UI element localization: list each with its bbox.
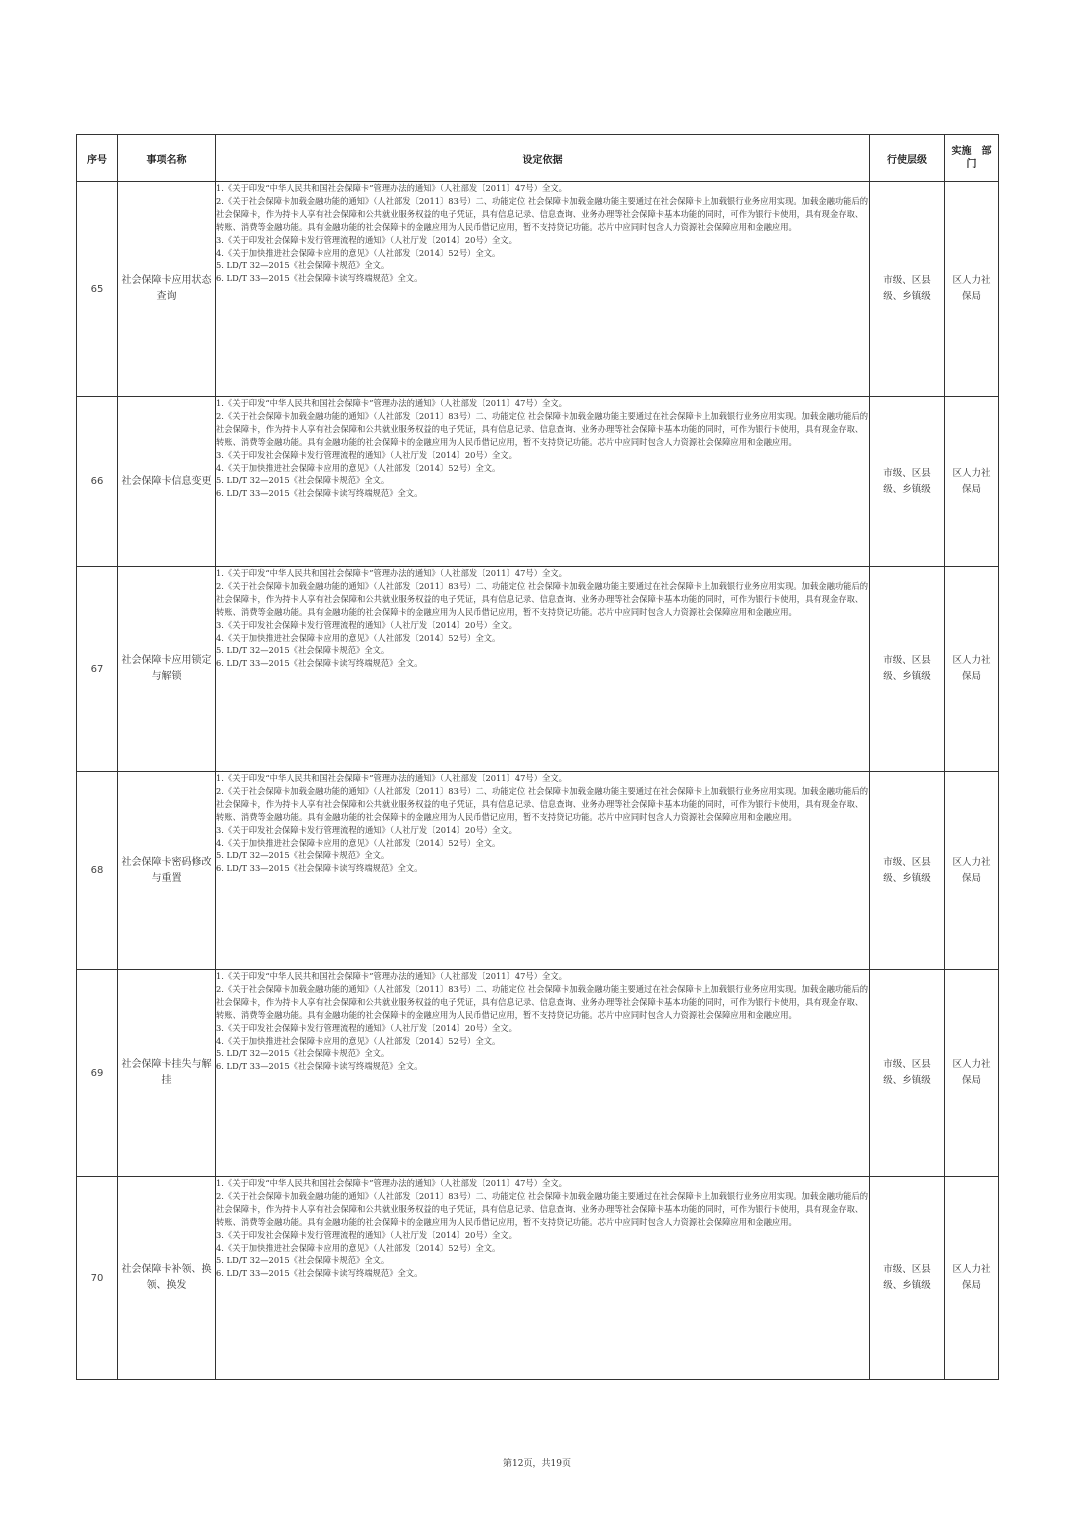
basis-line: 4.《关于加快推进社会保障卡应用的意见》（人社部发〔2014〕52号）全文。	[216, 247, 501, 258]
basis-line: 3.《关于印发社会保障卡发行管理流程的通知》（人社厅发〔2014〕20号）全文。	[216, 1022, 517, 1033]
basis-line: 4.《关于加快推进社会保障卡应用的意见》（人社部发〔2014〕52号）全文。	[216, 632, 501, 643]
basis-line: 3.《关于印发社会保障卡发行管理流程的通知》（人社厅发〔2014〕20号）全文。	[216, 234, 517, 245]
item-number: 69	[77, 970, 118, 1177]
exercise-level	[870, 397, 945, 567]
basis-line: 1.《关于印发“中华人民共和国社会保障卡”管理办法的通知》（人社部发〔2011〕47号）全文。	[216, 398, 567, 408]
table-row	[77, 1177, 999, 1380]
implementing-department-text: 区人力社保局	[952, 467, 991, 495]
items-table	[76, 134, 999, 1380]
item-number: 66	[77, 397, 118, 567]
basis-line: 2.《关于社会保障卡加载金融功能的通知》（人社部发〔2011〕83号）二、功能定位 社会保障卡加载金融功能主要通过在社会保障卡上加载银行业务应用实现。加载金融功能后的社会保障卡，作为持卡人享有社会保障和公共就业服务权益的电子凭证，具有信息记录、信息查询、业务办理等社会保障卡基本功能的同时，可作为银行卡使用，具有现金存取、转账、消费等金融功能。具有金融功能的社会保障卡的金融应用为人民币借记应用，暂不支持贷记功能。芯片中应同时包含人力资源社会保障应用和金融应用。	[216, 410, 869, 447]
exercise-level	[870, 1177, 945, 1380]
exercise-level	[870, 567, 945, 772]
basis-line: 6. LD/T 33—2015《社会保障卡读写终端规范》全文。	[216, 488, 423, 499]
basis-line: 1.《关于印发“中华人民共和国社会保障卡”管理办法的通知》（人社部发〔2011〕47号）全文。	[216, 1178, 567, 1188]
item-name: 社会保障卡补领、换领、换发	[118, 1177, 216, 1380]
exercise-level-text: 市级、区县级、乡镇级	[883, 1059, 931, 1086]
basis-line: 1.《关于印发“中华人民共和国社会保障卡”管理办法的通知》（人社部发〔2011〕47号）全文。	[216, 773, 567, 783]
header-dept: 实施 部门	[945, 135, 999, 182]
header-name: 事项名称	[118, 135, 216, 182]
legal-basis	[216, 567, 870, 772]
item-name: 社会保障卡应用锁定与解锁	[118, 567, 216, 772]
table-row	[77, 970, 999, 1177]
exercise-level-text: 市级、区县级、乡镇级	[883, 275, 931, 302]
basis-line: 4.《关于加快推进社会保障卡应用的意见》（人社部发〔2014〕52号）全文。	[216, 462, 501, 473]
item-number: 65	[77, 182, 118, 397]
basis-line: 4.《关于加快推进社会保障卡应用的意见》（人社部发〔2014〕52号）全文。	[216, 837, 501, 848]
header-level: 行使层级	[870, 135, 945, 182]
basis-line: 5. LD/T 32—2015《社会保障卡规范》全文。	[216, 260, 390, 271]
implementing-department-text: 区人力社保局	[952, 275, 991, 302]
implementing-department-text: 区人力社保局	[952, 1264, 991, 1291]
implementing-department-text: 区人力社保局	[952, 1059, 991, 1086]
implementing-department	[945, 772, 999, 970]
item-number: 68	[77, 772, 118, 970]
basis-line: 5. LD/T 32—2015《社会保障卡规范》全文。	[216, 850, 390, 861]
item-name: 社会保障卡应用状态查询	[118, 182, 216, 397]
basis-line: 4.《关于加快推进社会保障卡应用的意见》（人社部发〔2014〕52号）全文。	[216, 1035, 501, 1046]
item-name: 社会保障卡密码修改与重置	[118, 772, 216, 970]
basis-line: 3.《关于印发社会保障卡发行管理流程的通知》（人社厅发〔2014〕20号）全文。	[216, 449, 517, 460]
legal-basis	[216, 1177, 870, 1380]
implementing-department	[945, 1177, 999, 1380]
basis-line: 5. LD/T 32—2015《社会保障卡规范》全文。	[216, 1255, 390, 1266]
implementing-department-text: 区人力社保局	[952, 655, 991, 682]
basis-line: 6. LD/T 33—2015《社会保障卡读写终端规范》全文。	[216, 273, 423, 284]
basis-line: 2.《关于社会保障卡加载金融功能的通知》（人社部发〔2011〕83号）二、功能定位 社会保障卡加载金融功能主要通过在社会保障卡上加载银行业务应用实现。加载金融功能后的社会保障卡，作为持卡人享有社会保障和公共就业服务权益的电子凭证，具有信息记录、信息查询、业务办理等社会保障卡基本功能的同时，可作为银行卡使用，具有现金存取、转账、消费等金融功能。具有金融功能的社会保障卡的金融应用为人民币借记应用，暂不支持贷记功能。芯片中应同时包含人力资源社会保障应用和金融应用。	[216, 1190, 869, 1227]
legal-basis	[216, 397, 870, 567]
item-number: 67	[77, 567, 118, 772]
basis-line: 2.《关于社会保障卡加载金融功能的通知》（人社部发〔2011〕83号）二、功能定位 社会保障卡加载金融功能主要通过在社会保障卡上加载银行业务应用实现。加载金融功能后的社会保障卡，作为持卡人享有社会保障和公共就业服务权益的电子凭证，具有信息记录、信息查询、业务办理等社会保障卡基本功能的同时，可作为银行卡使用，具有现金存取、转账、消费等金融功能。具有金融功能的社会保障卡的金融应用为人民币借记应用，暂不支持贷记功能。芯片中应同时包含人力资源社会保障应用和金融应用。	[216, 580, 869, 617]
table-row	[77, 772, 999, 970]
exercise-level-text: 市级、区县级、乡镇级	[883, 655, 931, 682]
basis-line: 1.《关于印发“中华人民共和国社会保障卡”管理办法的通知》（人社部发〔2011〕47号）全文。	[216, 183, 567, 193]
basis-line: 2.《关于社会保障卡加载金融功能的通知》（人社部发〔2011〕83号）二、功能定位 社会保障卡加载金融功能主要通过在社会保障卡上加载银行业务应用实现。加载金融功能后的社会保障卡，作为持卡人享有社会保障和公共就业服务权益的电子凭证，具有信息记录、信息查询、业务办理等社会保障卡基本功能的同时，可作为银行卡使用，具有现金存取、转账、消费等金融功能。具有金融功能的社会保障卡的金融应用为人民币借记应用，暂不支持贷记功能。芯片中应同时包含人力资源社会保障应用和金融应用。	[216, 983, 869, 1020]
basis-line: 2.《关于社会保障卡加载金融功能的通知》（人社部发〔2011〕83号）二、功能定位 社会保障卡加载金融功能主要通过在社会保障卡上加载银行业务应用实现。加载金融功能后的社会保障卡，作为持卡人享有社会保障和公共就业服务权益的电子凭证，具有信息记录、信息查询、业务办理等社会保障卡基本功能的同时，可作为银行卡使用，具有现金存取、转账、消费等金融功能。具有金融功能的社会保障卡的金融应用为人民币借记应用，暂不支持贷记功能。芯片中应同时包含人力资源社会保障应用和金融应用。	[216, 785, 869, 822]
implementing-department	[945, 397, 999, 567]
basis-line: 5. LD/T 32—2015《社会保障卡规范》全文。	[216, 1048, 390, 1059]
basis-line: 6. LD/T 33—2015《社会保障卡读写终端规范》全文。	[216, 658, 423, 669]
implementing-department-text: 区人力社保局	[952, 856, 991, 884]
legal-basis	[216, 182, 870, 397]
basis-line: 3.《关于印发社会保障卡发行管理流程的通知》（人社厅发〔2014〕20号）全文。	[216, 1229, 517, 1240]
basis-line: 5. LD/T 32—2015《社会保障卡规范》全文。	[216, 645, 390, 656]
exercise-level	[870, 182, 945, 397]
basis-line: 2.《关于社会保障卡加载金融功能的通知》（人社部发〔2011〕83号）二、功能定位 社会保障卡加载金融功能主要通过在社会保障卡上加载银行业务应用实现。加载金融功能后的社会保障卡，作为持卡人享有社会保障和公共就业服务权益的电子凭证，具有信息记录、信息查询、业务办理等社会保障卡基本功能的同时，可作为银行卡使用，具有现金存取、转账、消费等金融功能。具有金融功能的社会保障卡的金融应用为人民币借记应用，暂不支持贷记功能。芯片中应同时包含人力资源社会保障应用和金融应用。	[216, 195, 869, 232]
basis-line: 6. LD/T 33—2015《社会保障卡读写终端规范》全文。	[216, 863, 423, 874]
item-name: 社会保障卡挂失与解挂	[118, 970, 216, 1177]
item-number: 70	[77, 1177, 118, 1380]
table-row	[77, 182, 999, 397]
table-row	[77, 567, 999, 772]
item-name: 社会保障卡信息变更	[118, 397, 216, 567]
header-basis: 设定依据	[216, 135, 870, 182]
exercise-level	[870, 772, 945, 970]
page-footer: 第12页，共19页	[503, 1459, 571, 1469]
legal-basis	[216, 772, 870, 970]
legal-basis	[216, 970, 870, 1177]
basis-line: 4.《关于加快推进社会保障卡应用的意见》（人社部发〔2014〕52号）全文。	[216, 1242, 501, 1253]
basis-line: 5. LD/T 32—2015《社会保障卡规范》全文。	[216, 475, 390, 486]
exercise-level-text: 市级、区县级、乡镇级	[883, 467, 931, 495]
table-row	[77, 397, 999, 567]
implementing-department	[945, 182, 999, 397]
exercise-level-text: 市级、区县级、乡镇级	[883, 1264, 931, 1291]
table-header-row	[77, 135, 999, 182]
basis-line: 3.《关于印发社会保障卡发行管理流程的通知》（人社厅发〔2014〕20号）全文。	[216, 619, 517, 630]
basis-line: 1.《关于印发“中华人民共和国社会保障卡”管理办法的通知》（人社部发〔2011〕47号）全文。	[216, 568, 567, 578]
basis-line: 6. LD/T 33—2015《社会保障卡读写终端规范》全文。	[216, 1061, 423, 1072]
implementing-department	[945, 970, 999, 1177]
exercise-level-text: 市级、区县级、乡镇级	[883, 856, 931, 884]
basis-line: 3.《关于印发社会保障卡发行管理流程的通知》（人社厅发〔2014〕20号）全文。	[216, 824, 517, 835]
exercise-level	[870, 970, 945, 1177]
basis-line: 1.《关于印发“中华人民共和国社会保障卡”管理办法的通知》（人社部发〔2011〕47号）全文。	[216, 971, 567, 981]
implementing-department	[945, 567, 999, 772]
header-num: 序号	[77, 135, 118, 182]
basis-line: 6. LD/T 33—2015《社会保障卡读写终端规范》全文。	[216, 1268, 423, 1279]
